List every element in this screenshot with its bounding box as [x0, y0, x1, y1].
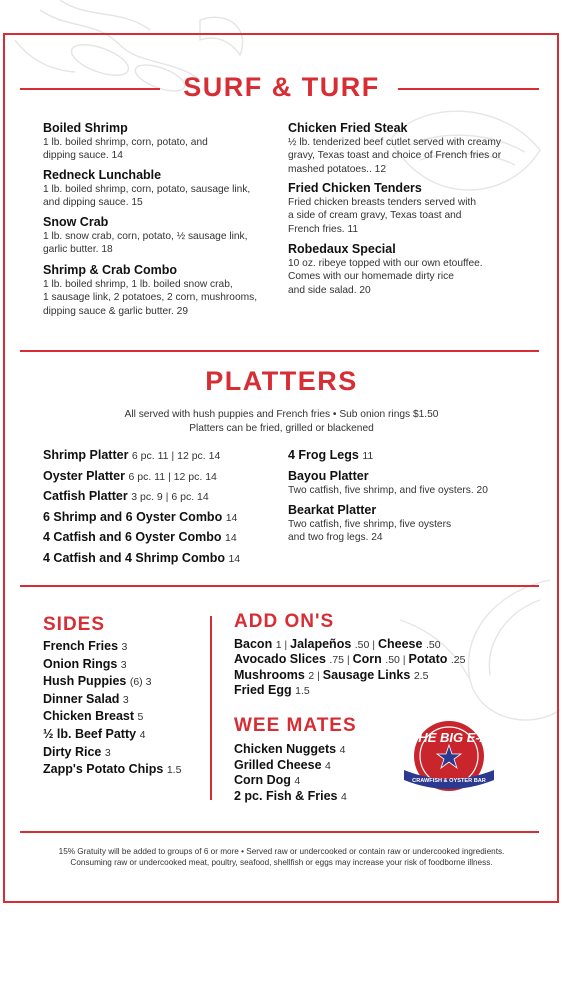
combo-shrimp-oyster: 6 Shrimp and 6 Oyster Combo 14 — [43, 510, 238, 524]
item-name: Shrimp & Crab Combo — [43, 263, 178, 277]
platter-bayou: Bayou Platter Two catfish, five shrimp, and five oysters. 20 — [288, 469, 488, 496]
column-divider — [210, 616, 212, 800]
addons-title: ADD ON'S — [234, 611, 335, 632]
big-ez-logo — [399, 718, 499, 800]
menu-item — [43, 215, 247, 257]
platter-oyster: Oyster Platter 6 pc. 11 | 12 pc. 14 — [43, 469, 217, 483]
addons-row-1: Bacon 1 | Jalapeños .50 | Cheese .50 — [234, 637, 441, 651]
list-item: 2 pc. Fish & Fries 4 — [234, 789, 347, 804]
item-description: garlic butter. 18 — [43, 244, 113, 256]
item-name: Chicken Fried Steak — [288, 121, 408, 135]
item-description: ½ lb. tenderized beef cutlet served with creamy — [288, 137, 501, 148]
addons-row-4: Fried Egg 1.5 — [234, 683, 310, 697]
item-name: Snow Crab — [43, 215, 109, 229]
menu-item — [43, 263, 257, 318]
section-divider — [20, 350, 539, 352]
menu-item — [288, 121, 501, 176]
item-description: mashed potatoes.. 12 — [288, 163, 386, 175]
item-description: Fried chicken breasts tenders served with — [288, 197, 476, 208]
section-divider — [20, 831, 539, 833]
menu-item — [288, 181, 476, 236]
item-description: 1 lb. boiled shrimp, 1 lb. boiled snow crab, — [43, 279, 233, 290]
item-description: 1 lb. snow crab, corn, potato, ½ sausage link, — [43, 231, 248, 242]
footer-disclaimer: 15% Gratuity will be added to groups of 6 or more • Served raw or undercooked or contain raw or undercooked ingredients. — [58, 847, 505, 856]
combo-catfish-oyster: 4 Catfish and 6 Oyster Combo 14 — [43, 530, 237, 544]
list-item: French Fries 3 — [43, 639, 128, 653]
section-divider — [20, 585, 539, 587]
addons-row-3: Mushrooms 2 | Sausage Links 2.5 — [234, 668, 429, 682]
item-description: gravy, Texas toast and choice of French fries or — [288, 150, 502, 162]
item-name: Boiled Shrimp — [43, 121, 128, 135]
item-name: Redneck Lunchable — [43, 168, 162, 182]
sides-title: SIDES — [43, 614, 106, 635]
item-description: a side of cream gravy, Texas toast and — [288, 210, 462, 222]
logo-text: THE BIG E-Z — [410, 730, 488, 745]
list-item: Zapp's Potato Chips 1.5 — [43, 762, 182, 777]
footer-disclaimer-2: Consuming raw or undercooked meat, poultry, seafood, shellfish or eggs may increase your risk of foodborne illness. — [70, 858, 493, 867]
item-name: Robedaux Special — [288, 242, 396, 256]
surf-turf-title: SURF & TURF — [183, 72, 380, 102]
item-description: and side salad. 20 — [288, 284, 371, 296]
platters-note: All served with hush puppies and French fries • Sub onion rings $1.50 — [124, 409, 439, 420]
list-item: Grilled Cheese 4 — [234, 757, 331, 772]
list-item: ½ lb. Beef Patty 4 — [43, 727, 146, 741]
item-description: Comes with our homemade dirty rice — [288, 271, 454, 283]
addons-row-2: Avocado Slices .75 | Corn .50 | Potato .25 — [234, 652, 466, 666]
platters-note-2: Platters can be fried, grilled or blackened — [189, 423, 374, 434]
list-item: Chicken Nuggets 4 — [234, 742, 346, 756]
item-description: 1 lb. boiled shrimp, corn, potato, and — [43, 137, 208, 148]
list-item: Dinner Salad 3 — [43, 691, 129, 706]
list-item: Onion Rings 3 — [43, 656, 127, 671]
list-item: Corn Dog 4 — [234, 773, 301, 788]
item-description: 10 oz. ribeye topped with our own etouffee. — [288, 258, 483, 269]
platter-catfish: Catfish Platter 3 pc. 9 | 6 pc. 14 — [43, 489, 209, 503]
platter-bearkat: Bearkat Platter Two catfish, five shrimp, five oysters and two frog legs. 24 — [288, 503, 452, 544]
list-item: Dirty Rice 3 — [43, 744, 111, 759]
combo-catfish-shrimp: 4 Catfish and 4 Shrimp Combo 14 — [43, 551, 241, 565]
wee-mates-title: WEE MATES — [234, 715, 357, 736]
item-description: and dipping sauce. 15 — [43, 197, 143, 209]
item-name: Fried Chicken Tenders — [288, 181, 422, 195]
menu-item — [43, 168, 250, 210]
item-description: dipping sauce & garlic butter. 29 — [43, 305, 188, 317]
platter-frog-legs: 4 Frog Legs 11 — [288, 448, 374, 462]
menu-item — [43, 121, 208, 163]
logo-tagline: CRAWFISH & OYSTER BAR — [412, 778, 486, 784]
menu-item — [288, 242, 483, 297]
item-description: French fries. 11 — [288, 223, 359, 235]
platter-shrimp: Shrimp Platter 6 pc. 11 | 12 pc. 14 — [43, 448, 221, 462]
list-item: Chicken Breast 5 — [43, 709, 144, 724]
item-description: 1 sausage link, 2 potatoes, 2 corn, mushrooms, — [43, 292, 258, 304]
list-item: Hush Puppies (6) 3 — [43, 674, 152, 689]
platters-title: PLATTERS — [205, 366, 358, 396]
item-description: dipping sauce. 14 — [43, 150, 123, 162]
item-description: 1 lb. boiled shrimp, corn, potato, sausage link, — [43, 184, 251, 195]
